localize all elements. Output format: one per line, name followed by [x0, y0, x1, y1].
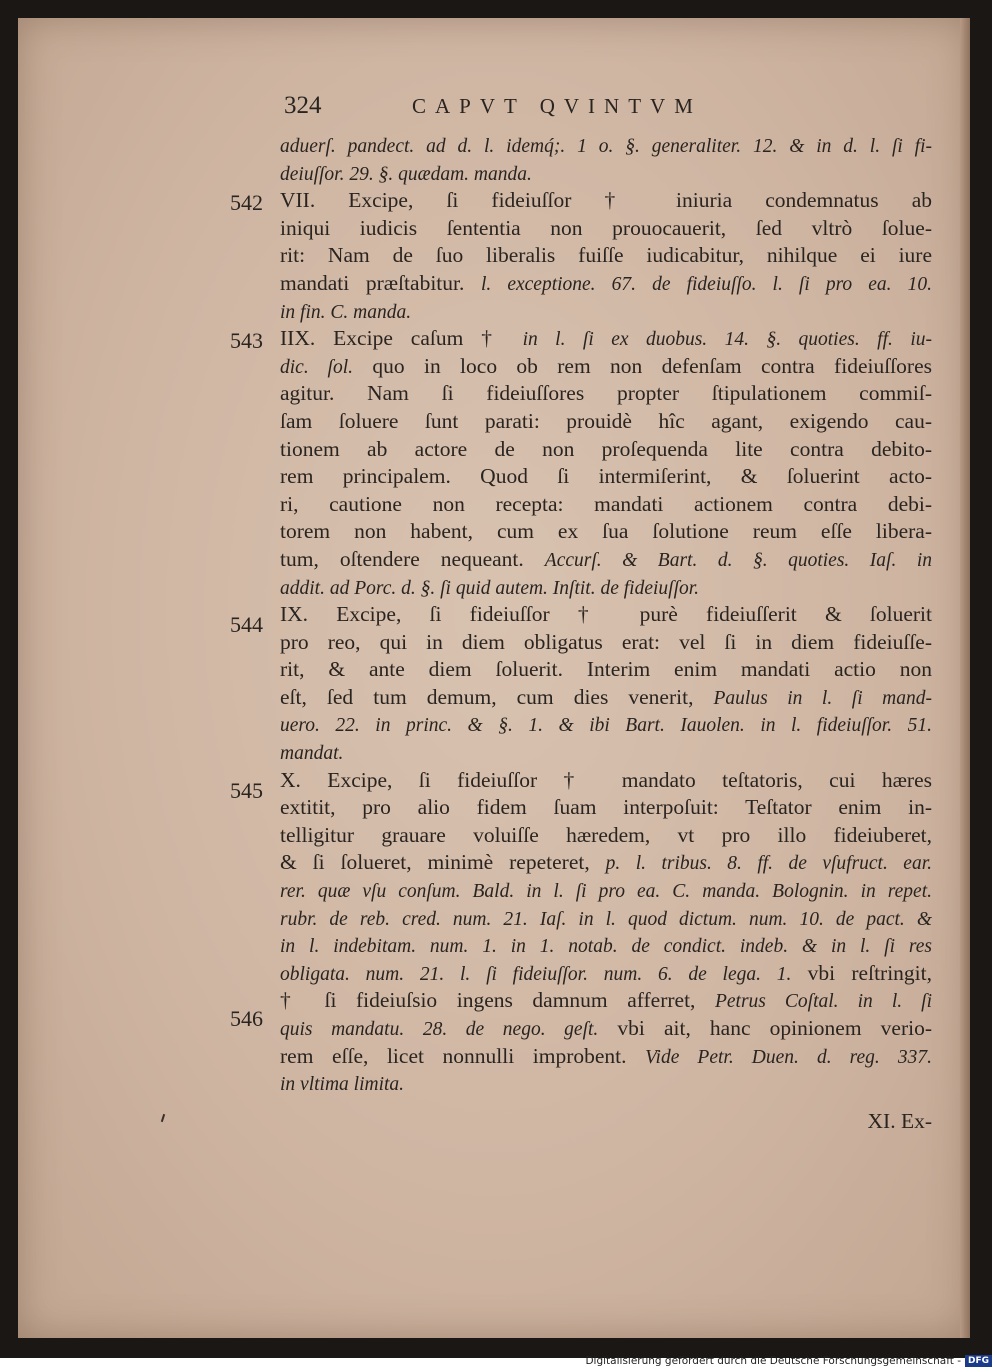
text-line — [280, 960, 932, 988]
line-text: & ſi ſolueret, minimè repeteret, — [280, 850, 606, 875]
text-line — [280, 822, 932, 850]
dfg-logo: DFG — [965, 1355, 992, 1367]
line-text: rit: Nam de ſuo liberalis fuiſſe iudicabitur, nihilque ei iure — [280, 243, 932, 268]
line-text: ſam ſoluere ſunt parati: prouidè hîc agant, exigendo cau- — [280, 408, 932, 433]
citation-text: Petrus Coſtal. in l. ſi — [714, 991, 932, 1013]
line-text: vbi ait, hanc opinionem verio- — [598, 1016, 932, 1040]
line-text: tionem ab actore de non proſequenda lite contra debito- — [280, 436, 932, 461]
text-line — [280, 491, 932, 519]
line-text: pro reo, qui in diem obligatus erat: vel ſi in diem fideiuſſe- — [280, 629, 932, 654]
text-line — [280, 242, 932, 270]
text-line — [280, 187, 932, 215]
line-text: mandati præſtabitur. — [280, 270, 481, 295]
line-text: quo in loco ob rem non defenſam contra fideiuſſores — [353, 353, 932, 378]
stamp-text: Digitalisierung gefördert durch die Deutsche Forschungsgemeinschaft - — [585, 1355, 961, 1367]
line-text: rem eſſe, licet nonnulli improbent. — [280, 1043, 646, 1068]
catchword: XI. Ex- — [867, 1109, 932, 1133]
text-line — [280, 739, 932, 767]
line-text: IIX. Excipe caſum † — [280, 326, 523, 351]
line-text: extitit, pro alio fidem ſuam interpoſuit: Teſtator enim in- — [280, 795, 932, 820]
citation-text: in vltima limita. — [280, 1074, 405, 1096]
line-text: agitur. Nam ſi fideiuſſores propter ſtipulationem commiſ- — [280, 381, 932, 406]
margin-number: 543 — [230, 328, 263, 353]
text-line — [280, 325, 932, 353]
text-line — [280, 270, 932, 298]
line-text: rit, & ante diem ſoluerit. Interim enim mandati actio non — [280, 657, 932, 682]
line-text: † ſi fideiuſsio ingens damnum afferret, — [280, 988, 715, 1013]
line-text: eſt, ſed tum demum, cum dies venerit, — [280, 684, 714, 709]
text-line — [280, 656, 932, 684]
running-head — [284, 92, 804, 122]
text-line — [280, 711, 932, 739]
citation-text: in l. indebitam. num. 1. in 1. notab. de condict. indeb. & in l. ſi res — [280, 936, 932, 958]
text-line — [280, 1070, 932, 1098]
body-text — [280, 132, 932, 1098]
text-line — [280, 353, 932, 381]
text-line — [280, 905, 932, 933]
text-line — [280, 408, 932, 436]
line-text: VII. Excipe, ſi fideiuſſor † iniuria condemnatus ab — [280, 188, 932, 213]
text-line — [280, 298, 932, 326]
citation-text: Paulus in l. ſi mand- — [713, 687, 932, 709]
catchword-block — [280, 1108, 932, 1136]
text-line — [280, 132, 932, 160]
text-line — [280, 1043, 932, 1071]
citation-text: p. l. tribus. 8. ff. de vſufruct. ear. — [605, 853, 932, 875]
page-edge — [960, 18, 970, 1338]
chapter-title: CAPVT QVINTVM — [412, 94, 702, 118]
line-text: tum, oſtendere nequeant. — [280, 546, 545, 571]
line-text: iniqui iudicis ſententia non prouocauerit, ſed vltrò ſolue- — [280, 215, 932, 240]
text-line — [280, 849, 932, 877]
text-line — [280, 436, 932, 464]
line-text: vbi reſtringit, — [791, 960, 932, 985]
line-text: X. Excipe, ſi fideiuſſor † mandato teſtatoris, cui hæres — [280, 767, 932, 792]
citation-text: Vide Petr. Duen. d. reg. 337. — [645, 1046, 932, 1068]
line-text: ri, cautione non recepta: mandati actionem contra debi- — [280, 491, 932, 516]
citation-text: l. exceptione. 67. de fideiuſſo. l. ſi pro ea. 10. — [480, 273, 932, 295]
text-line — [280, 601, 932, 629]
line-text: IX. Excipe, ſi fideiuſſor † purè fideiuſſerit & ſoluerit — [280, 602, 932, 627]
citation-text: deiuſſor. 29. §. quædam. manda. — [280, 163, 532, 185]
text-line — [280, 629, 932, 657]
citation-text: Accurſ. & Bart. d. §. quoties. Iaſ. in — [544, 549, 932, 571]
citation-text: dic. ſol. — [280, 356, 354, 378]
text-line — [280, 160, 932, 188]
text-line — [280, 1015, 932, 1043]
text-line — [280, 546, 932, 574]
citation-text: mandat. — [280, 743, 344, 765]
margin-number: 544 — [230, 612, 263, 637]
text-line — [280, 215, 932, 243]
text-line — [280, 794, 932, 822]
text-line — [280, 932, 932, 960]
line-text: telligitur grauare voluiſſe hæredem, vt pro illo fideiuberet, — [280, 822, 932, 847]
citation-text: rer. quæ vſu conſum. Bald. in l. ſi pro ea. C. manda. Bolognin. in repet. — [280, 881, 932, 903]
line-text: rem principalem. Quod ſi intermiſerint, & ſoluerint acto- — [280, 464, 932, 489]
margin-number: 546 — [230, 1006, 263, 1031]
citation-text: addit. ad Porc. d. §. ſi quid autem. Inſtit. de fideiuſſor. — [280, 577, 700, 599]
page-number: 324 — [284, 92, 322, 119]
citation-text: aduerſ. pandect. ad d. l. idemq́;. 1 o. §. generaliter. 12. & in d. l. ſi fi- — [280, 136, 932, 157]
digitization-stamp — [585, 1355, 992, 1369]
text-line — [280, 574, 932, 602]
text-line — [280, 987, 932, 1015]
text-line — [280, 767, 932, 795]
citation-text: quis mandatu. 28. de nego. geſt. — [280, 1019, 599, 1040]
text-line — [280, 380, 932, 408]
citation-text: uero. 22. in princ. & §. 1. & ibi Bart. Iauolen. in l. fideiuſſor. 51. — [280, 715, 932, 737]
text-line — [280, 877, 932, 905]
text-line — [280, 518, 932, 546]
citation-text: in fin. C. manda. — [280, 301, 412, 323]
margin-number: 542 — [230, 190, 263, 215]
text-line — [280, 463, 932, 491]
citation-text: in l. ſi ex duobus. 14. §. quoties. ff. iu- — [522, 329, 932, 351]
citation-text: rubr. de reb. cred. num. 21. Iaſ. in l. quod dictum. num. 10. de pact. & — [280, 908, 932, 930]
citation-text: obligata. num. 21. l. ſi fideiuſſor. num. 6. de lega. 1. — [280, 963, 792, 985]
margin-number: 545 — [230, 778, 263, 803]
text-line — [280, 684, 932, 712]
line-text: torem non habent, cum ex ſua ſolutione reum eſſe libera- — [280, 519, 932, 544]
